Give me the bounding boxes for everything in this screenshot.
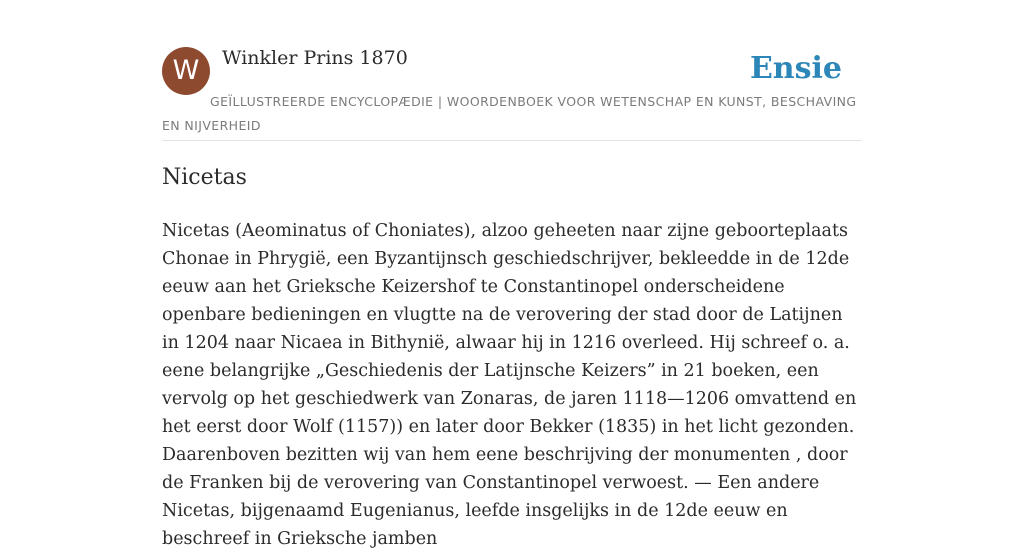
brand-logo[interactable]: Ensie	[749, 51, 842, 86]
article	[162, 163, 862, 553]
article-body: Nicetas (Aeominatus of Choniates), alzoo geheeten naar zijne geboorteplaats Chonae in Phrygië, een Byzantijnsch geschiedschrijver, bekleedde in de 12de eeuw aan het Grieksche Keizershof te Constantinopel onderscheidene openbare bedieningen en vlugtte na de verovering der stad door de Latijnen in 1204 naar Nicaea in Bithynië, alwaar hij in 1216 overleed. Hij schreef o. a. eene belangrijke „Geschiedenis der Latijnsche Keizers” in 21 boeken, een vervolg op het geschiedwerk van Zonaras, de jaren 1118—1206 omvattend en het eerst door Wolf (1157)) en later door Bekker (1835) in het licht gezonden. Daarenboven bezitten wij van hem eene beschrijving der monumenten , door de Franken bij de verovering van Constantinopel verwoest. — Een andere Nicetas, bijgenaamd Eugenianus, leefde insgelijks in de 12de eeuw en beschreef in Grieksche jamben	[162, 221, 857, 549]
site-title[interactable]: Winkler Prins 1870	[222, 47, 408, 69]
site-subtitle: GEÏLLUSTREERDE ENCYCLOPÆDIE | WOORDENBOEK VOOR WETENSCHAP EN KUNST, BESCHAVING EN NIJVERHEID	[162, 94, 857, 133]
article-title: Nicetas	[162, 165, 247, 190]
avatar[interactable]: W	[162, 47, 210, 95]
site-header	[162, 46, 862, 141]
